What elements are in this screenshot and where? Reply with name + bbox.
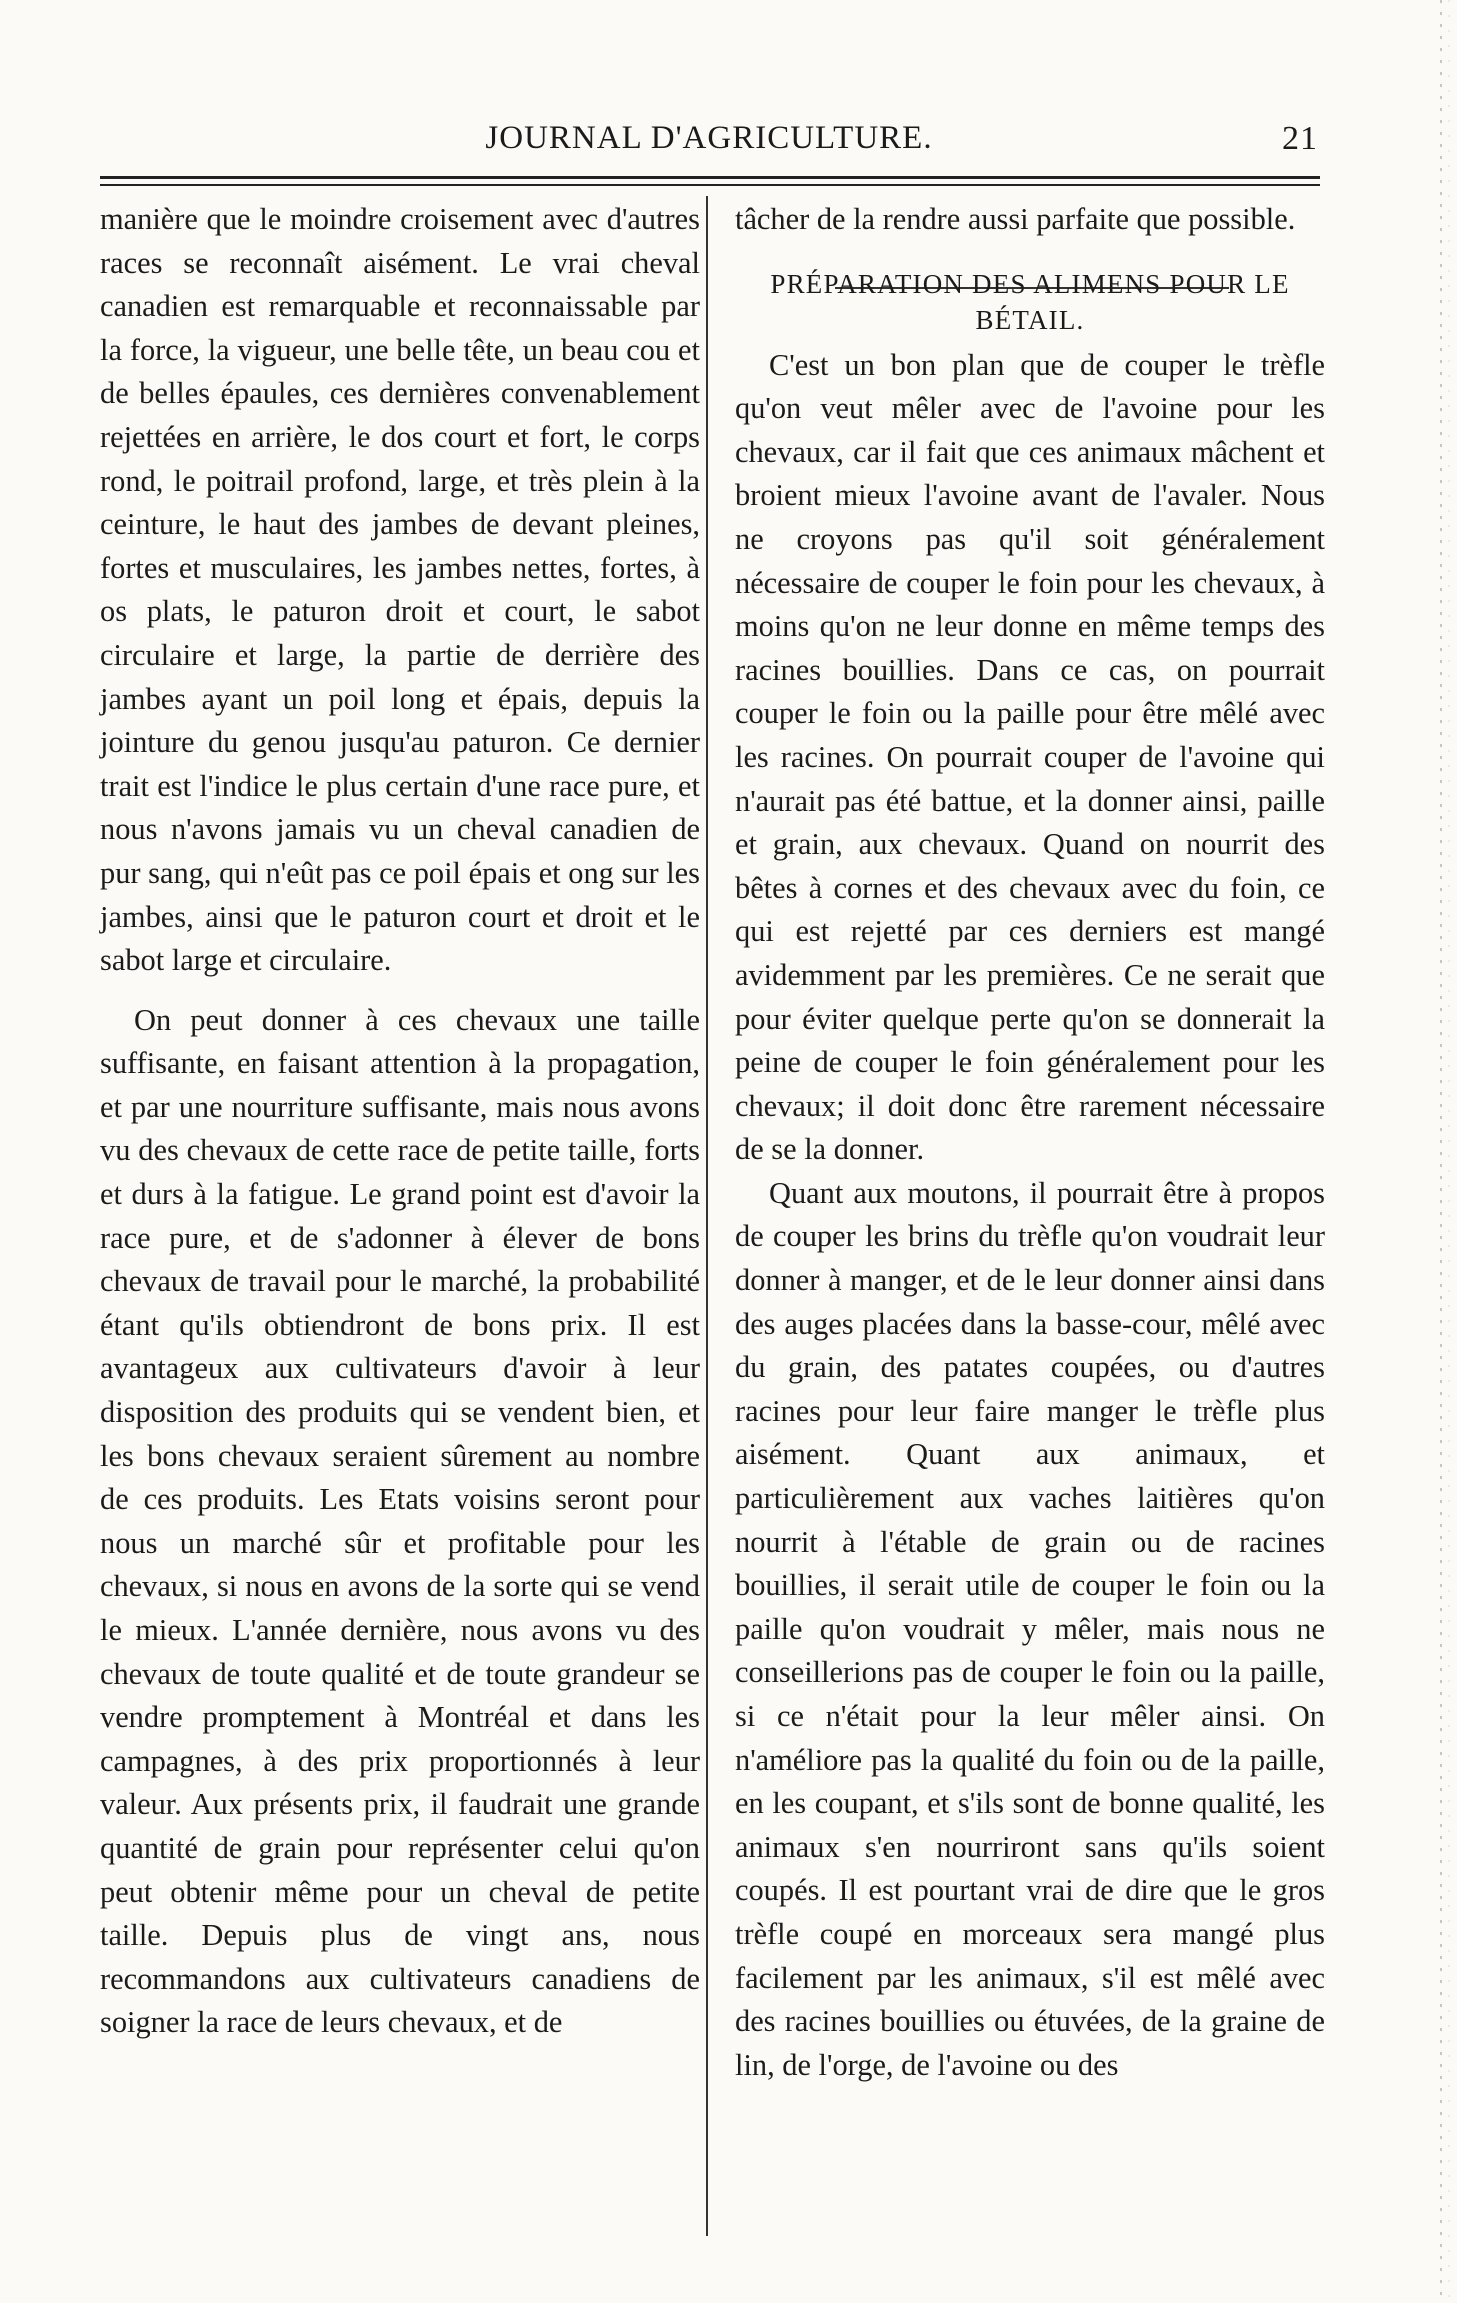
scan-edge-marks [1427,0,1457,2303]
column-divider [706,196,708,2236]
header-rule-thin [100,184,1320,186]
feed-paragraph-1: C'est un bon plan que de couper le trèfle qu'on veut mêler avec de l'avoine pour les chevaux, car il fait que ces animaux mâchent et broient mieux l'avoine avant de l'avaler. Nous ne croyons pas qu'il soit généralement nécessaire de couper le foin pour les chevaux, à moins qu'on ne leur donne en même temps des racines bouillies. Dans ce cas, on pourrait couper le foin ou la paille pour être mêlé avec les racines. On pourrait couper de l'avoine qui n'aurait pas été battue, et la donner ainsi, paille et grain, aux chevaux. Quand on nourrit des bêtes à cornes et des chevaux avec du foin, ce qui est rejetté par ces derniers est mangé avidemment par les premières. Ce ne serait que pour éviter quelque perte qu'on se donnerait la peine de couper le foin généralement pour les chevaux; il doit donc être rarement nécessaire de se la donner. [735,347,1325,1167]
horse-paragraph-1: manière que le moindre croisement avec d'autres races se reconnaît aisément. Le vrai cheval canadien est remarquable et reconnaissable par la force, la vigueur, une belle tête, un beau cou et de belles épaules, ces dernières convenablement rejettées en arrière, le dos court et fort, le corps rond, le poitrail profond, large, et très plein à la ceinture, le haut des jambes de devant pleines, fortes et musculaires, les jambes nettes, fortes, à os plats, le paturon droit et court, le sabot circulaire et large, la partie de derrière des jambes ayant un poil long et épais, depuis la jointure du genou jusqu'au paturon. Ce dernier trait est l'indice le plus certain d'une race pure, et nous n'avons jamais vu un cheval canadien de pur sang, qui n'eût pas ce poil épais et ong sur les jambes, ainsi que le paturon court et droit et le sabot large et circulaire. [100,202,700,978]
continuation-paragraph: tâcher de la rendre aussi parfaite que possible. [735,202,1296,236]
journal-title: JOURNAL D'AGRICULTURE. [485,120,933,156]
horse-paragraph-2: On peut donner à ces chevaux une taille suffisante, en faisant attention à la propagation, et par une nourriture suffisante, mais nous avons vu des chevaux de cette race de petite taille, forts et durs à la fatigue. Le grand point est d'avoir la race pure, et de s'adonner à élever de bons chevaux de travail pour le marché, la probabilité étant qu'ils obtiendront de bons prix. Il est avantageux aux cultivateurs d'avoir à leur disposition des produits qui se vendent bien, et les bons chevaux seraient sûrement au nombre de ces produits. Les Etats voisins seront pour nous un marché sûr et profitable pour les chevaux, si nous en avons de la sorte qui se vend le mieux. L'année dernière, nous avons vu des chevaux de toute qualité et de toute grandeur se vendre promptement à Montréal et dans les campagnes, à des prix proportionnés à leur valeur. Aux présents prix, il faudrait une grande quantité de grain pour représenter celui qu'on peut obtenir même pour un cheval de petite taille. Depuis plus de vingt ans, nous recommandons aux cultivateurs canadiens de soigner la race de leurs chevaux, et de [100,1002,700,2040]
left-column [100,198,700,2045]
feed-paragraph-2: Quant aux moutons, il pourrait être à propos de couper les brins du trèfle qu'on voudrait leur donner à manger, et de le leur donner ainsi dans des auges placées dans la basse-cour, mêlé avec du grain, des patates coupées, ou d'autres racines pour leur faire manger le trèfle plus aisément. Quant aux animaux, et particulièrement aux vaches laitières qu'on nourrit à l'étable de grain ou de racines bouillies, il serait utile de couper le foin ou la paille qu'on voudrait y mêler, mais nous ne conseillerions pas de couper le foin ou la paille, si ce n'était pour la leur mêler ainsi. On n'améliore pas la qualité du foin ou de la paille, en les coupant, et s'ils sont de bonne qualité, les animaux s'en nourriront sans qu'ils soient coupés. Il est pourtant vrai de dire que le gros trèfle coupé en morceaux sera mangé plus facilement par les animaux, s'il est mêlé avec des racines bouillies ou étuvées, de la graine de lin, de l'orge, de l'avoine ou des [735,1175,1325,2082]
running-header [100,108,1318,168]
right-column [735,198,1325,2087]
page-number: 21 [1282,120,1318,157]
header-rule-thick [100,176,1320,179]
section-heading: PRÉPARATION DES ALIMENS POUR LE BÉTAIL. [770,268,1290,335]
